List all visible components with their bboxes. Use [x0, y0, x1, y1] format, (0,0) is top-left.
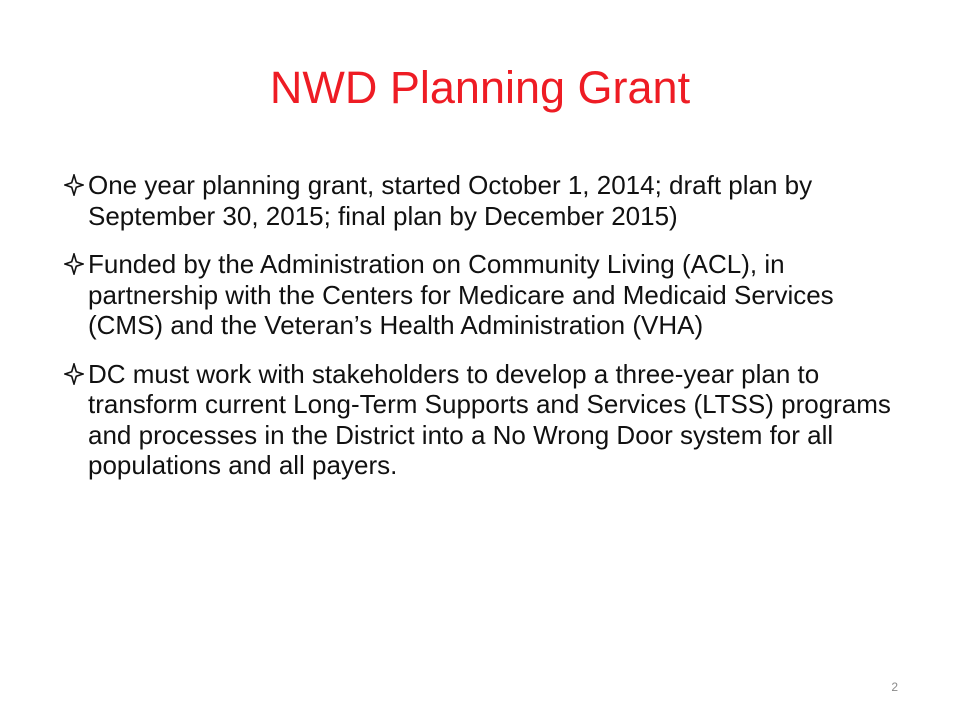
four-point-star-outline-icon — [64, 363, 84, 385]
bullet-item — [64, 170, 914, 231]
bullet-text: Funded by the Administration on Community Living (ACL), in partnership with the Centers for Medicare and Medicaid Services (CMS) and the Veteran’s Health Administration (VHA) — [88, 249, 834, 340]
bullet-list — [64, 170, 914, 499]
bullet-item — [64, 359, 914, 481]
bullet-item — [64, 249, 914, 341]
four-point-star-outline-icon — [64, 253, 84, 275]
page-number: 2 — [891, 680, 898, 694]
bullet-text: DC must work with stakeholders to develop a three-year plan to transform current Long-Term Supports and Services (LTSS) programs and processes in the District into a No Wrong Door system for all populations and all payers. — [88, 358, 891, 480]
slide-title: NWD Planning Grant — [269, 62, 691, 113]
bullet-text: One year planning grant, started October 1, 2014; draft plan by September 30, 2015; final plan by December 2015) — [88, 170, 813, 231]
four-point-star-outline-icon — [64, 174, 84, 196]
